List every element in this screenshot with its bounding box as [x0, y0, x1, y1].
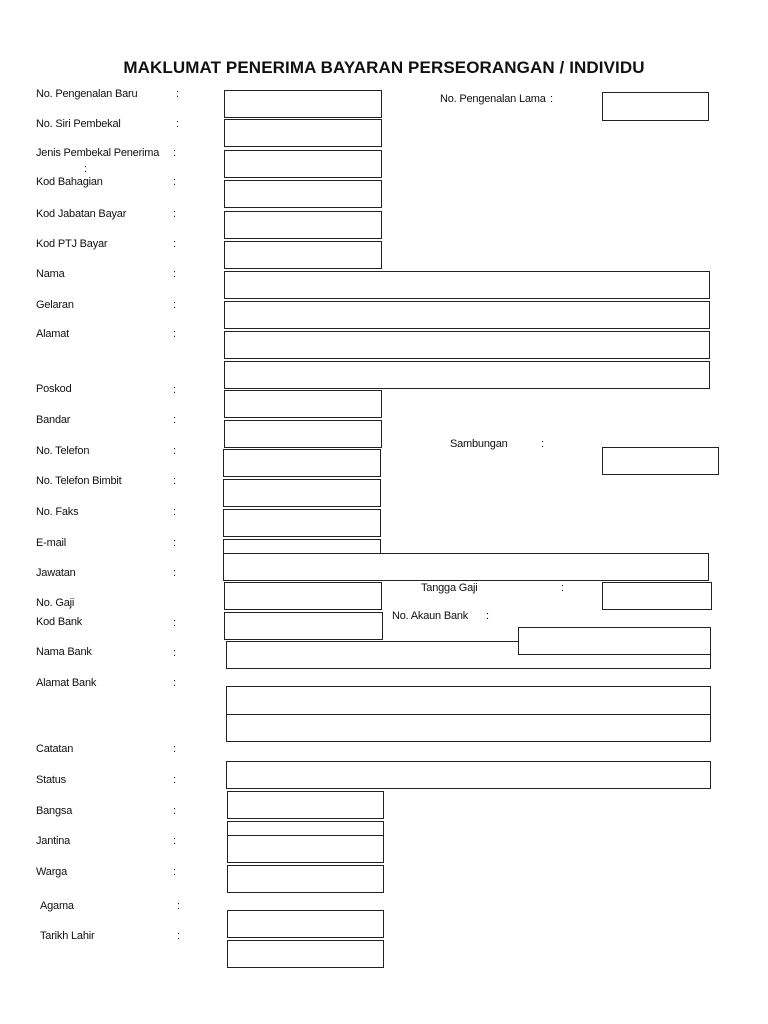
colon: : — [173, 328, 177, 340]
no-gaji-input[interactable] — [224, 582, 382, 610]
label-tarikh-lahir: Tarikh Lahir — [40, 930, 95, 942]
sambungan-input[interactable] — [602, 447, 719, 475]
colon: : — [176, 118, 180, 130]
colon: : — [173, 445, 177, 457]
gelaran-input[interactable] — [224, 301, 710, 329]
label-warga: Warga — [36, 866, 67, 878]
jenis-pembekal-penerima-input[interactable] — [224, 150, 382, 178]
colon: : — [541, 438, 545, 450]
colon: : — [173, 208, 177, 220]
colon: : — [550, 93, 554, 105]
tangga-gaji-input[interactable] — [602, 582, 712, 610]
label-bangsa: Bangsa — [36, 805, 73, 817]
tarikh-lahir-input[interactable] — [227, 940, 384, 968]
colon: : — [177, 900, 181, 912]
label-sambungan: Sambungan — [450, 438, 508, 450]
nama-input[interactable] — [224, 271, 710, 299]
no-telefon-bimbit-input[interactable] — [223, 479, 381, 507]
label-no-siri-pembekal: No. Siri Pembekal — [36, 118, 121, 130]
label-nama-bank: Nama Bank — [36, 646, 92, 658]
label-kod-jabatan-bayar: Kod Jabatan Bayar — [36, 208, 127, 220]
warga-input[interactable] — [227, 865, 384, 893]
colon: : — [173, 647, 177, 659]
bangsa-input[interactable] — [227, 791, 384, 819]
label-email: E-mail — [36, 537, 66, 549]
label-kod-bahagian: Kod Bahagian — [36, 176, 103, 188]
colon: : — [173, 475, 177, 487]
kod-ptj-bayar-input[interactable] — [224, 241, 382, 269]
label-poskod: Poskod — [36, 383, 72, 395]
colon: : — [173, 147, 177, 159]
kod-bahagian-input[interactable] — [224, 180, 382, 208]
colon: : — [173, 774, 177, 786]
colon: : — [173, 866, 177, 878]
kod-jabatan-bayar-input[interactable] — [224, 211, 382, 239]
status-input[interactable] — [226, 761, 711, 789]
agama-input[interactable] — [227, 910, 384, 938]
label-gelaran: Gelaran — [36, 299, 74, 311]
label-kod-ptj-bayar: Kod PTJ Bayar — [36, 238, 108, 250]
alamat-line1-input[interactable] — [224, 331, 710, 359]
jawatan-input[interactable] — [223, 553, 709, 581]
label-alamat: Alamat — [36, 328, 70, 340]
colon: : — [176, 88, 180, 100]
colon: : — [177, 930, 181, 942]
no-telefon-input[interactable] — [223, 449, 381, 477]
label-no-pengenalan-baru: No. Pengenalan Baru — [36, 88, 138, 100]
label-no-telefon-bimbit: No. Telefon Bimbit — [36, 475, 122, 487]
label-tangga-gaji: Tangga Gaji — [421, 582, 478, 594]
label-no-telefon: No. Telefon — [36, 445, 90, 457]
jantina-input[interactable] — [227, 835, 384, 863]
no-pengenalan-lama-input[interactable] — [602, 92, 709, 121]
colon: : — [173, 384, 177, 396]
no-pengenalan-baru-input[interactable] — [224, 90, 382, 118]
label-kod-bank: Kod Bank — [36, 616, 83, 628]
label-jawatan: Jawatan — [36, 567, 76, 579]
colon: : — [486, 610, 490, 622]
colon: : — [173, 414, 177, 426]
colon: : — [173, 617, 177, 629]
label-status: Status — [36, 774, 66, 786]
kod-bank-input[interactable] — [224, 612, 383, 640]
label-jantina: Jantina — [36, 835, 71, 847]
label-bandar: Bandar — [36, 414, 71, 426]
bandar-input[interactable] — [224, 420, 382, 448]
colon: : — [561, 582, 565, 594]
colon: : — [173, 835, 177, 847]
poskod-input[interactable] — [224, 390, 382, 418]
alamat-bank-line1-input[interactable] — [226, 686, 711, 716]
colon: : — [173, 743, 177, 755]
alamat-line2-input[interactable] — [224, 361, 710, 389]
colon: : — [173, 567, 177, 579]
colon: : — [173, 268, 177, 280]
colon: : — [173, 506, 177, 518]
label-alamat-bank: Alamat Bank — [36, 677, 97, 689]
colon: : — [173, 805, 177, 817]
label-jenis-pembekal-penerima: Jenis Pembekal Penerima — [36, 147, 160, 159]
label-no-akaun-bank: No. Akaun Bank — [392, 610, 469, 622]
label-nama: Nama — [36, 268, 65, 280]
no-siri-pembekal-input[interactable] — [224, 119, 382, 147]
alamat-bank-line2-input[interactable] — [226, 714, 711, 742]
label-no-pengenalan-lama: No. Pengenalan Lama — [440, 93, 546, 105]
colon: : — [173, 238, 177, 250]
colon: : — [84, 163, 88, 175]
colon: : — [173, 537, 177, 549]
label-no-gaji: No. Gaji — [36, 597, 75, 609]
label-agama: Agama — [40, 900, 74, 912]
label-no-faks: No. Faks — [36, 506, 79, 518]
colon: : — [173, 677, 177, 689]
no-akaun-bank-input[interactable] — [518, 627, 711, 655]
no-faks-input[interactable] — [223, 509, 381, 537]
form-title: MAKLUMAT PENERIMA BAYARAN PERSEORANGAN / INDIVIDU — [123, 58, 645, 77]
colon: : — [173, 299, 177, 311]
colon: : — [173, 176, 177, 188]
label-catatan: Catatan — [36, 743, 74, 755]
